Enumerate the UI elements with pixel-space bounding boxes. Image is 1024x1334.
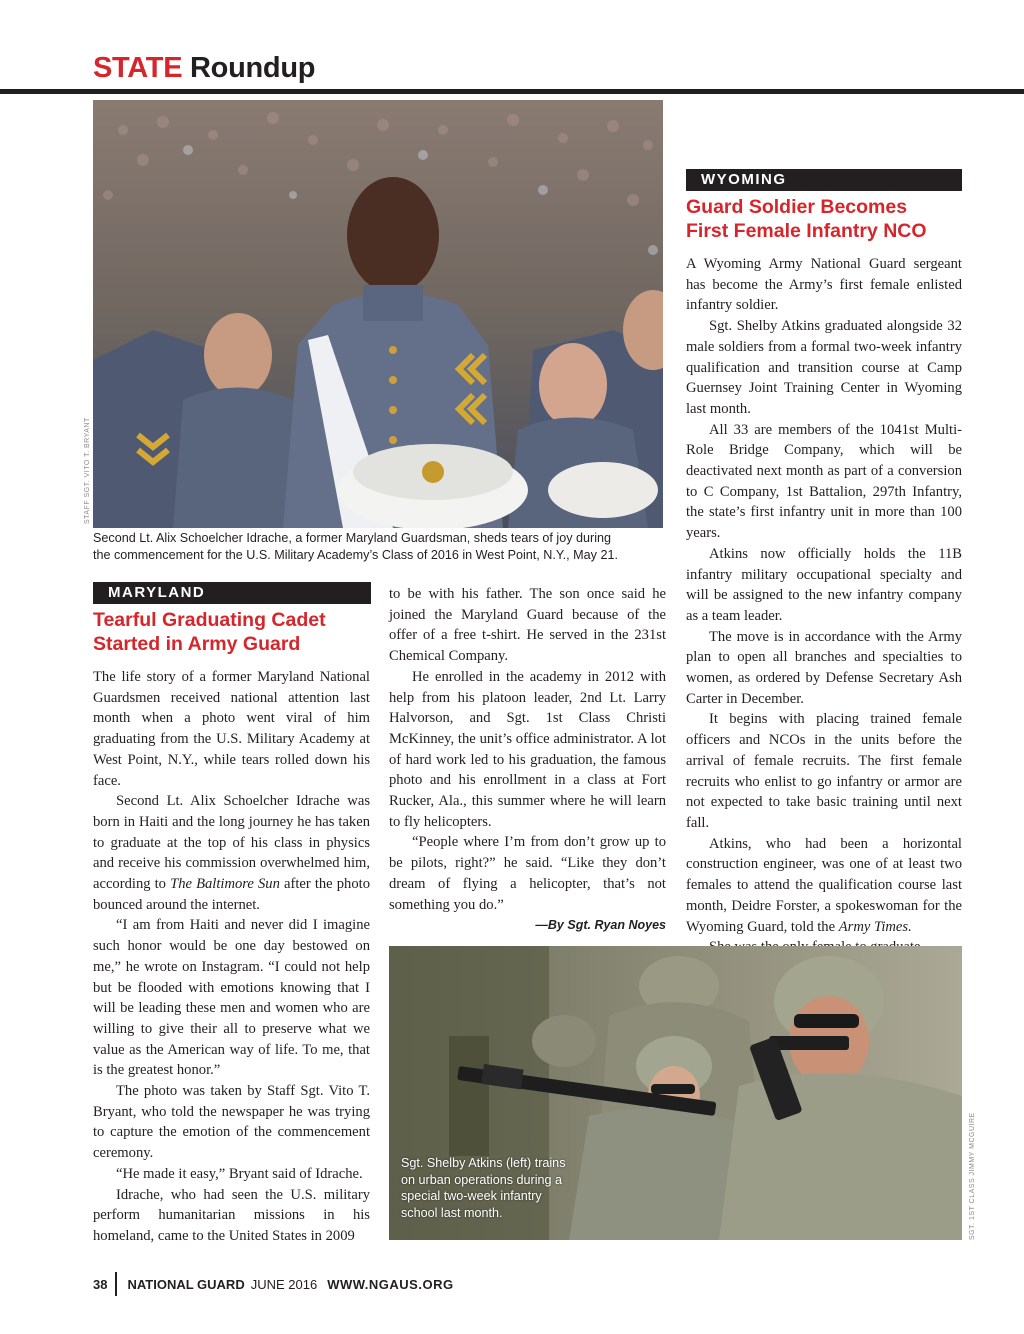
training-photo-caption: Sgt. Shelby Atkins (left) trains on urban operations during a special two-week infantry school last month. [401,1156,566,1220]
footer-divider [115,1272,117,1296]
maryland-source-title: The Baltimore Sun [170,876,280,893]
maryland-tag: MARYLAND [93,582,371,604]
wyoming-paragraph [686,834,962,938]
maryland-byline: —By Sgt. Ryan Noyes [535,918,666,933]
wyoming-paragraph: Sgt. Shelby Atkins graduated alongside 32 male soldiers from a formal two-week infantry qualification and transition course at Camp Guernsey Joint Training Center in Wyoming last month. [686,318,962,417]
top-caption-line-1: Second Lt. Alix Schoelcher Idrache, a former Maryland Guardsman, sheds tears of joy during [93,531,612,545]
top-photo-caption [93,530,673,564]
section-title-rest: Roundup [182,52,316,84]
section-title-red: STATE [93,52,183,84]
maryland-paragraph [93,791,370,915]
wyoming-paragraph-text: Atkins, who had been a horizontal construction engineer, was one of at least two females to attend the qualification course last month, Deidre Forster, a spokeswoman for the Wyoming Guard, told the [686,835,962,935]
wyoming-headline [686,195,966,243]
maryland-paragraph-text: Second Lt. Alix Schoelcher Idrache was born in Haiti and the long journey he has taken to graduate at the top of his class in physics and receive his commission overwhelmed him, according to [93,793,370,893]
maryland-paragraph: “People where I’m from don’t grow up to be pilots, right?” he said. “Like they don’t dream of flying a helicopter, that’s not something you do.” [389,834,666,913]
maryland-column-1 [93,667,370,1247]
maryland-column-2 [389,584,666,935]
page-footer [93,1272,454,1296]
maryland-paragraph: The photo was taken by Staff Sgt. Vito T. Bryant, who told the newspaper he was trying to capture the emotion of the commencement ceremony. [93,1083,370,1162]
wyoming-headline-line-1: Guard Soldier Becomes [686,196,908,218]
wyoming-tag: WYOMING [686,169,962,191]
wyoming-column [686,254,962,978]
wyoming-paragraph: A Wyoming Army National Guard sergeant has become the Army’s first female enlisted infantry soldier. [686,256,962,314]
maryland-headline [93,608,373,656]
maryland-headline-line-2: Started in Army Guard [93,633,301,655]
wyoming-paragraph: All 33 are members of the 1041st Multi-Role Bridge Company, which will be deactivated next month as part of a conversion to C Company, 1st Battalion, 297th Infantry, the state’s first infantry unit in more than 100 years. [686,421,962,542]
wyoming-headline-line-2: First Female Infantry NCO [686,220,927,242]
maryland-headline-line-1: Tearful Graduating Cadet [93,609,326,631]
page-number: 38 [93,1276,108,1292]
wyoming-source-title: Army Times. [838,918,912,935]
maryland-paragraph: Idrache, who had seen the U.S. military perform humanitarian missions in his homeland, came to the United States in 2009 [93,1186,370,1244]
section-title [93,52,315,85]
maryland-paragraph: “He made it easy,” Bryant said of Idrache. [116,1165,363,1182]
wyoming-paragraph: It begins with placing trained female officers and NCOs in the units before the arrival of female recruits. The first female recruits who enlist to go infantry or armor are not expected to take basic training until next fall. [686,711,962,831]
wyoming-paragraph: Atkins now officially holds the 11B infantry military occupational specialty and will be assigned to the new infantry company as a team leader. [686,545,962,624]
maryland-paragraph: The life story of a former Maryland National Guardsmen received national attention last month when a photo went viral of him graduating from the U.S. Military Academy at West Point, N.Y., while tears rolled down his face. [93,669,370,789]
wyoming-paragraph: The move is in accordance with the Army plan to open all branches and specialties to women, as ordered by Defense Secretary Ash Carter in December. [686,628,962,707]
maryland-paragraph: He enrolled in the academy in 2012 with help from his platoon leader, 2nd Lt. Larry Halvorson, and Sgt. 1st Class Christi McKinney, the unit’s office administrator. A lot of hard work led to his graduation, the famous photo and his enrollment in a class at Fort Rucker, Ala., this summer where he will learn to fly helicopters. [389,668,666,830]
graduation-photo [93,100,663,528]
magazine-name: NATIONAL GUARD [127,1276,245,1292]
page-header [0,50,1024,96]
website-link[interactable]: WWW.NGAUS.ORG [327,1276,454,1292]
top-photo-credit: STAFF SGT. VITO T. BRYANT [84,417,91,524]
issue-date: JUNE 2016 [250,1276,318,1292]
header-rule [0,89,1024,94]
maryland-paragraph-tail: after the photo bounced around the internet. [93,876,370,913]
maryland-paragraph: to be with his father. The son once said he joined the Maryland Guard because of the offer of a free t-shirt. He served in the 231st Chemical Company. [389,586,666,665]
bottom-photo-credit: SGT. 1ST CLASS JIMMY MCGUIRE [969,1112,976,1240]
top-caption-line-2: the commencement for the U.S. Military Academy’s Class of 2016 in West Point, N.Y., May 21. [93,548,618,562]
maryland-paragraph: “I am from Haiti and never did I imagine such honor would be one day bestowed on me,” he wrote on Instagram. “I could not help but be flooded with emotions knowing that I will be leading these men and women who are willing to give their all to preserve what we value as the American way of life. To me, that is the greatest honor.” [93,917,370,1079]
